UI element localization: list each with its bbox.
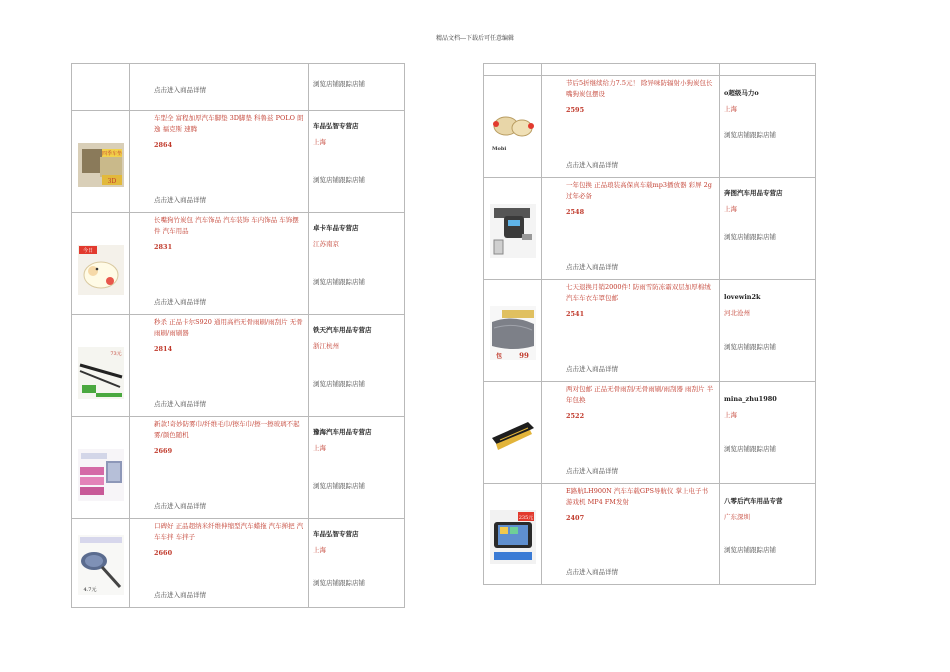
gps-price-text: 235元 [518, 515, 533, 521]
anti-fog-towel-image[interactable] [76, 433, 126, 505]
image-cell [72, 64, 130, 111]
wiper-pair-image[interactable] [488, 394, 538, 466]
shop-name[interactable]: 奔图汽车用品专营店 [724, 189, 783, 197]
cover-price-text: 99 [518, 351, 529, 360]
shop-name[interactable]: 豫海汽车用品专营店 [313, 428, 372, 436]
shop-follow-link[interactable]: 浏览店铺跟踪店铺 [724, 445, 776, 453]
info-cell [130, 111, 309, 213]
product-title[interactable]: 两对包邮 正品无骨雨刮/无骨雨刷/雨刮器 雨刮片 半年包换 [566, 385, 714, 404]
shop-location: 上海 [313, 546, 326, 554]
image-cell [484, 178, 542, 280]
image-cell [72, 519, 130, 608]
shop-name[interactable]: o超级马力o [724, 89, 759, 97]
shop-location: 江苏南京 [313, 240, 339, 248]
shop-location: 河北沧州 [724, 309, 750, 317]
shop-name[interactable]: lovewin2k [724, 293, 761, 301]
shop-cell [309, 213, 405, 315]
header-note: 精品文档---下载后可任意编辑 [435, 35, 515, 42]
product-detail-link[interactable]: 点击进入商品详情 [566, 263, 618, 271]
shop-cell [309, 315, 405, 417]
shop-follow-link[interactable]: 浏览店铺跟踪店铺 [724, 233, 776, 241]
table-row [72, 64, 405, 111]
image-cell [484, 280, 542, 382]
car-cover-image[interactable] [488, 292, 538, 364]
shop-cell [720, 382, 816, 484]
left-product-table [71, 63, 405, 608]
product-detail-link[interactable]: 点击进入商品详情 [566, 568, 618, 576]
table-row [484, 484, 816, 585]
info-cell [130, 213, 309, 315]
info-cell [542, 280, 720, 382]
info-cell [130, 417, 309, 519]
cover-prefix-text: 包 [495, 353, 502, 360]
shop-location: 上海 [313, 444, 326, 452]
product-title[interactable]: 七天退换月销2000件! 防雨雪防冻霜双层加厚棉绒汽车车衣车罩包邮 [566, 283, 711, 302]
shop-location: 广东深圳 [724, 513, 750, 521]
product-detail-link[interactable]: 点击进入商品详情 [154, 502, 206, 510]
shop-location: 上海 [313, 138, 326, 146]
table-row [484, 280, 816, 382]
wiper-price-text: 73元 [109, 351, 122, 357]
wiper-blade-image[interactable] [76, 331, 126, 403]
product-title[interactable]: E路航LH900N 汽车车载GPS导航仪 掌上电子书 游戏机 MP4 FM发射 [566, 487, 708, 506]
product-title[interactable]: 秒杀 正品卡尔S920 通用高档无骨雨刷/雨刮片 无骨雨刷/雨刷器 [154, 318, 303, 337]
image-cell [72, 111, 130, 213]
product-detail-link[interactable]: 点击进入商品详情 [566, 467, 618, 475]
product-detail-link[interactable]: 点击进入商品详情 [566, 365, 618, 373]
dog-charcoal-bag-image[interactable] [488, 88, 538, 160]
shop-name[interactable]: mina_zhu1980 [724, 395, 777, 403]
mat-price-text: 3D [107, 178, 116, 185]
product-detail-link[interactable]: 点击进入商品详情 [154, 591, 206, 599]
product-title[interactable]: 口碑好 正品超纳米纤维伸缩型汽车蜡拖 汽车掸把 汽车车拌 车拌子 [154, 522, 304, 541]
table-row [72, 315, 405, 417]
shop-follow-link[interactable]: 浏览店铺跟踪店铺 [724, 131, 776, 139]
product-title[interactable]: 新款!奇妙防雾巾/纤维毛巾/擦车巾/擦一擦玻璃不起雾/颜色随机 [154, 420, 300, 439]
image-cell [72, 315, 130, 417]
mp3-player-image[interactable] [488, 190, 538, 262]
product-price: 2522 [566, 412, 585, 420]
shop-name[interactable]: 卓卡车品专营店 [313, 224, 359, 232]
product-price: 2814 [154, 345, 173, 353]
shop-name[interactable]: 车品弘智专营店 [313, 530, 359, 538]
shop-follow-link[interactable]: 浏览店铺跟踪店铺 [724, 546, 776, 554]
table-header-row [484, 64, 816, 76]
product-detail-link[interactable]: 点击进入商品详情 [154, 86, 206, 94]
shop-location: 上海 [724, 205, 737, 213]
info-cell [130, 519, 309, 608]
gps-navigator-image[interactable] [488, 496, 538, 568]
product-price: 2541 [566, 310, 585, 318]
product-title[interactable]: 车型全 富程加厚汽车脚垫 3D脚垫 科鲁兹 POLO 朗逸 福克斯 速腾 [154, 114, 304, 133]
shop-follow-link[interactable]: 浏览店铺跟踪店铺 [313, 80, 365, 88]
table-row [484, 76, 816, 178]
charcoal-banner-text: 今日 [82, 248, 93, 254]
car-floor-mat-image[interactable] [76, 127, 126, 199]
table-row [484, 382, 816, 484]
shop-cell [720, 484, 816, 585]
shop-follow-link[interactable]: 浏览店铺跟踪店铺 [313, 176, 365, 184]
right-product-table [483, 63, 816, 585]
product-price: 2864 [154, 141, 173, 149]
dog-brand-text: Mobi [491, 146, 506, 152]
image-cell [72, 213, 130, 315]
image-cell [484, 76, 542, 178]
product-price: 2660 [154, 549, 173, 557]
shop-location: 上海 [724, 105, 737, 113]
shop-name[interactable]: 八零后汽车用品专营 [724, 497, 783, 505]
shop-name[interactable]: 车品弘智专营店 [313, 122, 359, 130]
shop-follow-link[interactable]: 浏览店铺跟踪店铺 [313, 482, 365, 490]
shop-cell [309, 519, 405, 608]
shop-cell [309, 64, 405, 111]
shop-cell [720, 76, 816, 178]
shop-follow-link[interactable]: 浏览店铺跟踪店铺 [724, 343, 776, 351]
table-row [72, 417, 405, 519]
duster-label-text: 4.7元 [83, 587, 96, 593]
image-cell [484, 382, 542, 484]
table-row [72, 111, 405, 213]
product-detail-link[interactable]: 点击进入商品详情 [154, 298, 206, 306]
shop-cell [720, 280, 816, 382]
shop-location: 上海 [724, 411, 737, 419]
table-row [72, 519, 405, 608]
product-title[interactable]: 长嘴狗竹炭包 汽车饰品 汽车装饰 车内饰品 车饰摆件 汽车用品 [154, 216, 299, 235]
charcoal-dog-image[interactable] [76, 229, 126, 301]
info-cell [542, 76, 720, 178]
product-price: 2548 [566, 208, 585, 216]
mat-banner-text: 四季车垫 [101, 151, 122, 157]
product-price: 2407 [566, 514, 585, 522]
product-title[interactable]: 节后5折继续给力7.5元！ 除异味防辐射小狗炭包长嘴狗炭包摆设 [566, 79, 713, 98]
product-detail-link[interactable]: 点击进入商品详情 [154, 400, 206, 408]
info-cell [542, 484, 720, 585]
image-cell [72, 417, 130, 519]
shop-name[interactable]: 铁天汽车用品专营店 [313, 326, 372, 334]
shop-location: 浙江杭州 [313, 342, 339, 350]
info-cell [130, 315, 309, 417]
product-detail-link[interactable]: 点击进入商品详情 [566, 161, 618, 169]
shop-follow-link[interactable]: 浏览店铺跟踪店铺 [313, 278, 365, 286]
table-row [72, 213, 405, 315]
product-price: 2669 [154, 447, 173, 455]
product-title[interactable]: 一年包换 正品琅装高保真车载mp3播放器 彩屏 2g 过年必备 [566, 181, 712, 200]
product-price: 2595 [566, 106, 585, 114]
shop-cell [309, 417, 405, 519]
product-price: 2831 [154, 243, 173, 251]
image-cell [484, 484, 542, 585]
table-row [484, 178, 816, 280]
shop-cell [720, 178, 816, 280]
shop-cell [309, 111, 405, 213]
info-cell [130, 64, 309, 111]
info-cell [542, 178, 720, 280]
shop-follow-link[interactable]: 浏览店铺跟踪店铺 [313, 579, 365, 587]
car-duster-image[interactable] [76, 527, 126, 599]
shop-follow-link[interactable]: 浏览店铺跟踪店铺 [313, 380, 365, 388]
info-cell [542, 382, 720, 484]
product-detail-link[interactable]: 点击进入商品详情 [154, 196, 206, 204]
